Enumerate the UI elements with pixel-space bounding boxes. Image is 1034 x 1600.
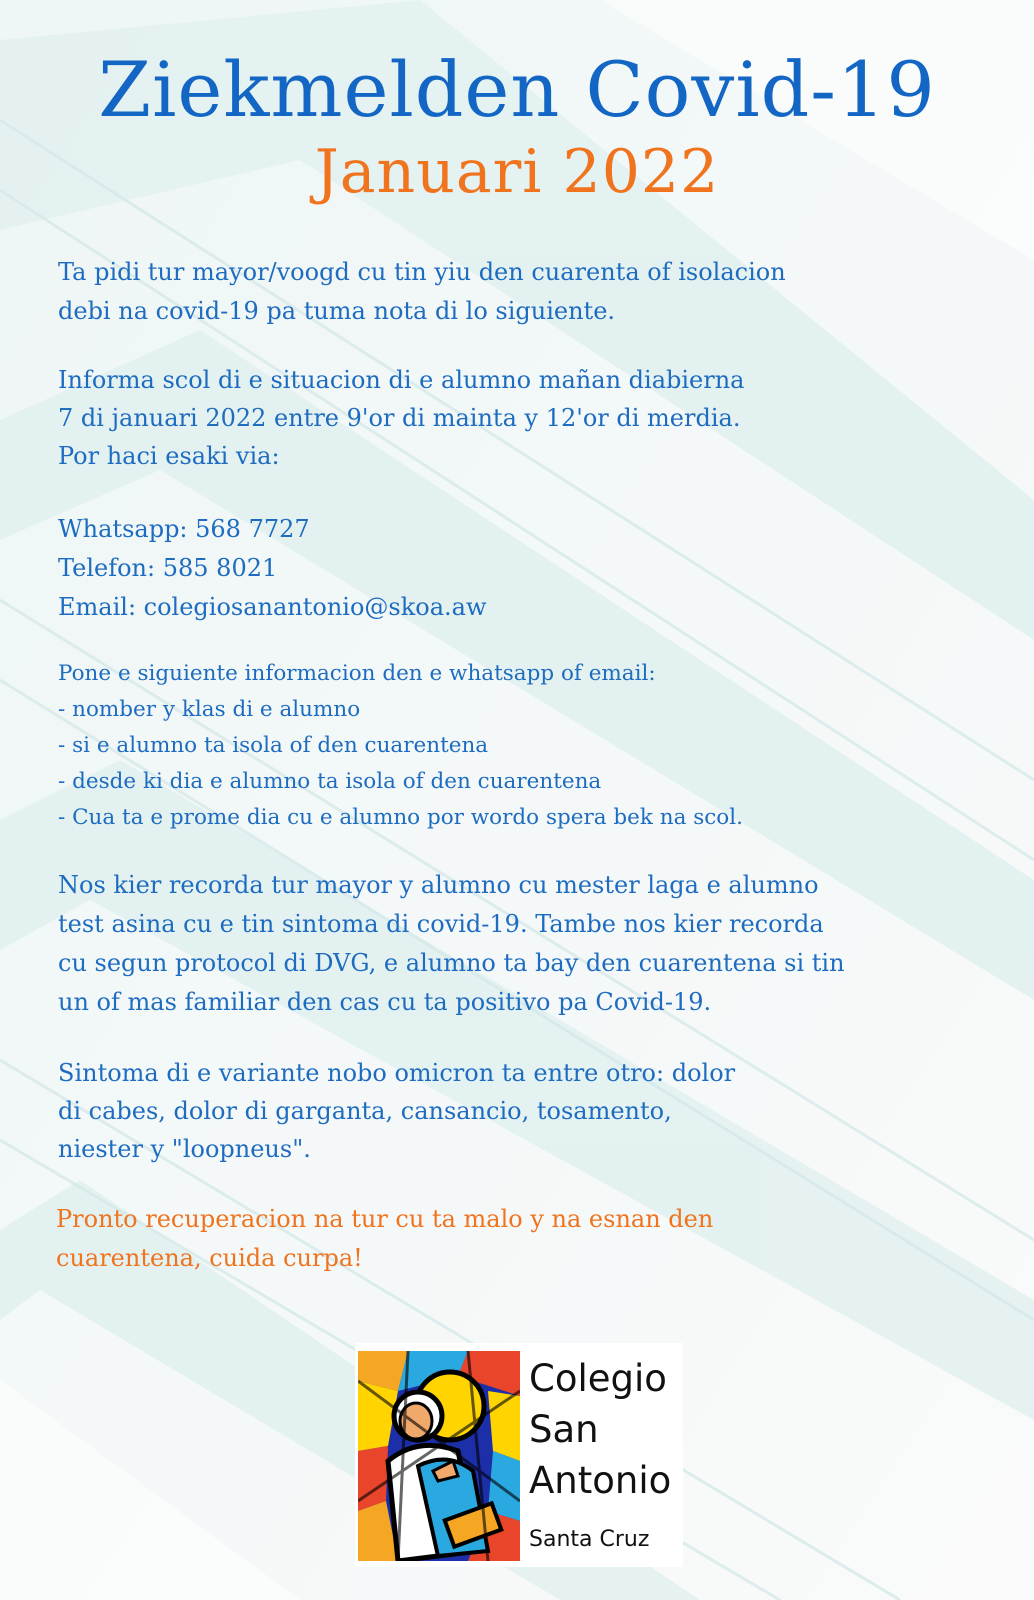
list-item: - si e alumno ta isola of den cuarentena <box>58 733 489 758</box>
phone-contact: Telefon: 585 8021 <box>58 554 278 582</box>
whatsapp-contact: Whatsapp: 568 7727 <box>58 515 310 543</box>
reminder-line: un of mas familiar den cas cu ta positivo pa Covid-19. <box>58 988 712 1016</box>
stained-glass-saint-anthony-icon <box>358 1351 520 1561</box>
logo-name-line: San <box>529 1408 599 1451</box>
contact-list <box>58 510 487 627</box>
info-list <box>58 656 743 836</box>
inform-line: 7 di januari 2022 entre 9'or di mainta y 12'or di merdia. <box>58 404 741 432</box>
page-subtitle: Januari 2022 <box>314 137 720 207</box>
inform-line: Por haci esaki via: <box>58 442 280 470</box>
logo-wordmark <box>529 1353 671 1506</box>
closing-line: cuarentena, cuida curpa! <box>56 1244 363 1272</box>
symptoms-paragraph <box>58 1054 735 1168</box>
inform-line: Informa scol di e situacion di e alumno mañan diabierna <box>58 366 745 394</box>
intro-line: Ta pidi tur mayor/voogd cu tin yiu den cuarenta of isolacion <box>58 258 786 286</box>
list-item: - nomber y klas di e alumno <box>58 697 361 722</box>
reminder-line: Nos kier recorda tur mayor y alumno cu mester laga e alumno <box>58 871 819 899</box>
logo-name-line: Colegio <box>529 1357 667 1400</box>
inform-paragraph <box>58 361 744 475</box>
list-item: - desde ki dia e alumno ta isola of den cuarentena <box>58 769 602 794</box>
symptoms-line: Sintoma di e variante nobo omicron ta entre otro: dolor <box>58 1059 736 1087</box>
page-title: Ziekmelden Covid-19 <box>98 45 936 134</box>
symptoms-line: di cabes, dolor di garganta, cansancio, tosamento, <box>58 1097 672 1125</box>
reminder-paragraph <box>58 866 845 1022</box>
closing-message <box>56 1200 713 1278</box>
closing-line: Pronto recuperacion na tur cu ta malo y na esnan den <box>56 1205 714 1233</box>
intro-line: debi na covid-19 pa tuma nota di lo siguiente. <box>58 297 616 325</box>
symptoms-line: niester y "loopneus". <box>58 1135 311 1163</box>
logo-name-line: Antonio <box>529 1459 672 1502</box>
email-contact: Email: colegiosanantonio@skoa.aw <box>58 593 487 621</box>
school-logo <box>355 1343 683 1567</box>
logo-location: Santa Cruz <box>529 1527 650 1552</box>
reminder-line: test asina cu e tin sintoma di covid-19. Tambe nos kier recorda <box>58 910 824 938</box>
info-list-heading: Pone e siguiente informacion den e whatsapp of email: <box>58 661 656 686</box>
list-item: - Cua ta e prome dia cu e alumno por wordo spera bek na scol. <box>58 805 743 830</box>
reminder-line: cu segun protocol di DVG, e alumno ta bay den cuarentena si tin <box>58 949 845 977</box>
intro-paragraph <box>58 253 786 331</box>
